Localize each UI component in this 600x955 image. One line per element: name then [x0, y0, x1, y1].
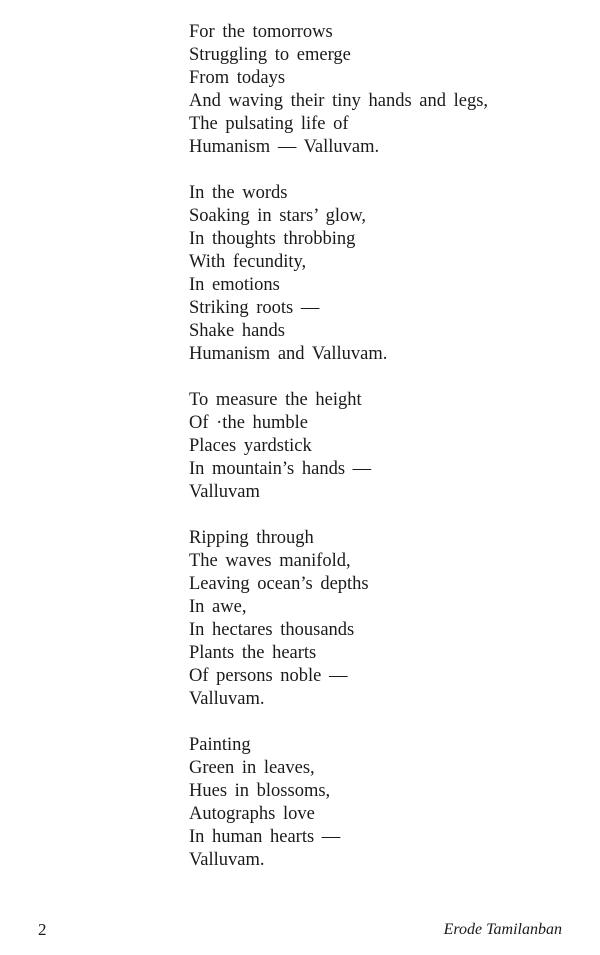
- poem-line: Hues in blossoms,: [189, 781, 331, 801]
- stanza-3: [189, 389, 569, 504]
- poem-line: Green in leaves,: [189, 758, 315, 778]
- page-footer: [0, 918, 600, 942]
- poem-line: The waves manifold,: [189, 551, 351, 571]
- poem-body: [189, 21, 569, 895]
- poem-line: Ripping through: [189, 528, 314, 548]
- poem-line: In mountain’s hands —: [189, 459, 372, 479]
- poem-line: In the words: [189, 183, 288, 203]
- stanza-5: [189, 734, 569, 872]
- poem-line: In thoughts throbbing: [189, 229, 356, 249]
- poem-line: The pulsating life of: [189, 114, 349, 134]
- poem-line: Of ·the humble: [189, 413, 309, 433]
- poem-line: In human hearts —: [189, 827, 341, 847]
- page-number: 2: [38, 920, 47, 939]
- poem-line: In awe,: [189, 597, 247, 617]
- stanza-1: [189, 21, 569, 159]
- poem-line: Painting: [189, 735, 251, 755]
- poem-line: In hectares thousands: [189, 620, 355, 640]
- running-footer-author: Erode Tamilanban: [443, 921, 562, 938]
- poem-line: Struggling to emerge: [189, 45, 351, 65]
- poem-line: Autographs love: [189, 804, 315, 824]
- poem-line: Valluvam.: [189, 850, 265, 870]
- poem-line: In emotions: [189, 275, 280, 295]
- poem-line: Plants the hearts: [189, 643, 317, 663]
- stanza-2: [189, 182, 569, 366]
- stanza-4: [189, 527, 569, 711]
- poem-line: For the tomorrows: [189, 22, 333, 42]
- poem-line: Valluvam.: [189, 689, 265, 709]
- poem-line: Striking roots —: [189, 298, 320, 318]
- poem-line: Soaking in stars’ glow,: [189, 206, 367, 226]
- poem-line: Leaving ocean’s depths: [189, 574, 369, 594]
- poem-line: Valluvam: [189, 482, 260, 502]
- poem-line: With fecundity,: [189, 252, 307, 272]
- poem-line: Shake hands: [189, 321, 285, 341]
- poem-line: Places yardstick: [189, 436, 312, 456]
- poem-line: To measure the height: [189, 390, 362, 410]
- poem-line: From todays: [189, 68, 286, 88]
- poem-line: Of persons noble —: [189, 666, 348, 686]
- poem-line: Humanism — Valluvam.: [189, 137, 380, 157]
- poem-line: Humanism and Valluvam.: [189, 344, 388, 364]
- poem-line: And waving their tiny hands and legs,: [189, 91, 489, 111]
